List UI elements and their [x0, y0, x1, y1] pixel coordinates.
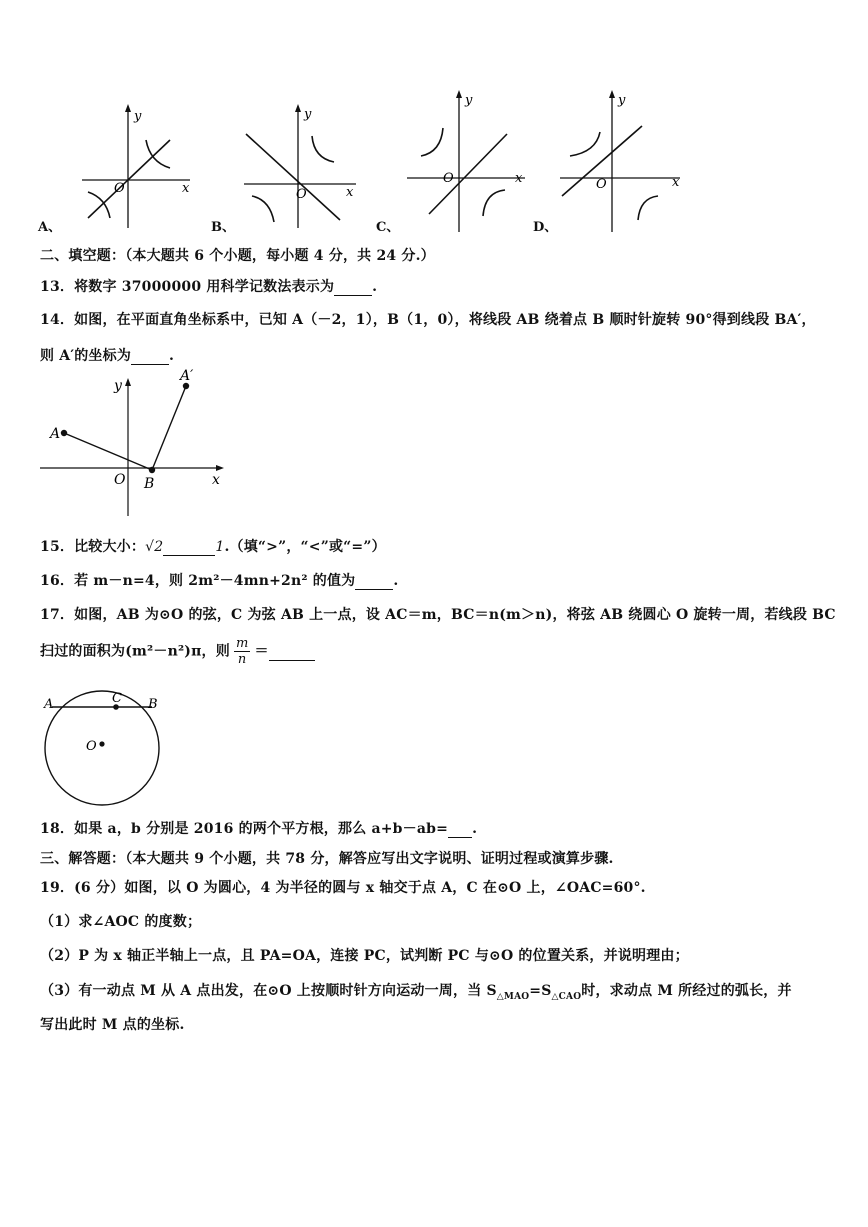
point-b-label: B [148, 697, 158, 712]
q15-suffix: .（填“>”，“<”或“=”） [224, 539, 386, 555]
x-label: x [672, 175, 680, 190]
origin-label: O [443, 171, 454, 186]
q16-end: . [393, 573, 399, 589]
q15-one: 1 [215, 539, 225, 555]
option-b-label: B、 [211, 220, 235, 235]
point-a-label: A [50, 426, 61, 442]
fraction-denominator: n [237, 652, 247, 667]
origin-label: O [596, 177, 607, 192]
option-graph-b [240, 100, 365, 230]
q18-end: . [472, 821, 478, 837]
q19-stem: 19．(6 分）如图，以 O 为圆心，4 为半径的圆与 x 轴交于点 A，C 在⊙O 上，∠OAC=60°. [40, 880, 646, 896]
y-label: y [618, 93, 626, 108]
option-a-label: A、 [38, 220, 62, 235]
q15-sqrt2: √2 [145, 539, 164, 555]
option-d-label: D、 [533, 220, 558, 235]
section2-heading: 二、填空题：（本大题共 6 个小题，每小题 4 分，共 24 分.） [40, 248, 435, 264]
origin-label: O [296, 187, 307, 202]
y-axis-label: y [114, 378, 122, 394]
question-16 [40, 570, 398, 590]
q17-line2-prefix: 扫过的面积为(m²－n²)π，则 [40, 643, 230, 660]
q14-line2: 则 A′的坐标为 [40, 348, 132, 364]
x-axis-label: x [212, 472, 220, 488]
question-18 [40, 818, 477, 838]
q17-equals: ＝ [254, 643, 269, 660]
point-b-label: B [144, 476, 155, 492]
q19-part3-cont: 写出此时 M 点的坐标. [40, 1017, 185, 1033]
q19-part1: （1）求∠AOC 的度数； [40, 914, 202, 930]
q18-text: 18．如果 a，b 分别是 2016 的两个平方根，那么 a+b－ab= [40, 821, 449, 837]
question-14-line2 [40, 345, 174, 365]
q17-fraction [234, 636, 251, 667]
q19-p3-sub2: △CAO [551, 991, 582, 1002]
q19-p3-sub1: △MAO [496, 991, 530, 1002]
origin-label: O [114, 181, 125, 196]
q19-part2: （2）P 为 x 轴正半轴上一点，且 PA=OA，连接 PC，试判断 PC 与⊙O 的位置关系，并说明理由； [40, 948, 689, 964]
q13-answer-blank[interactable] [334, 279, 372, 296]
origin-label: O [114, 472, 126, 488]
q17-figure [38, 688, 168, 808]
point-c-label: C [112, 691, 122, 706]
point-a-label: A [44, 697, 54, 712]
q14-end: . [169, 348, 175, 364]
q14-figure [38, 366, 238, 524]
point-a-prime-label: A′ [180, 368, 194, 384]
section3-heading: 三、解答题：（本大题共 9 个小题，共 78 分，解答应写出文字说明、证明过程或演算步骤. [40, 851, 614, 867]
x-label: x [182, 181, 190, 196]
y-label: y [134, 109, 142, 124]
q18-answer-blank[interactable] [448, 821, 472, 838]
q13-end: . [372, 279, 378, 295]
q17-line1: 17．如图，AB 为⊙O 的弦，C 为弦 AB 上一点，设 AC＝m，BC＝n(m＞n)，将弦 AB 绕圆心 O 旋转一周，若线段 BC [40, 607, 836, 623]
q15-answer-blank[interactable] [163, 539, 215, 556]
q16-text: 16．若 m－n=4，则 2m²－4mn+2n² 的值为 [40, 573, 356, 589]
q19-p3-pre: （3）有一动点 M 从 A 点出发，在⊙O 上按顺时针方向运动一周，当 S [40, 983, 497, 999]
q13-text: 13．将数字 37000000 用科学记数法表示为 [40, 279, 335, 295]
x-label: x [515, 171, 523, 186]
q14-line1: 14．如图，在平面直角坐标系中，已知 A（－2，1），B（1，0），将线段 AB 绕着点 B 顺时针旋转 90°得到线段 BA′， [40, 312, 816, 328]
y-label: y [465, 93, 473, 108]
center-o-label: O [86, 739, 97, 754]
question-15 [40, 536, 386, 556]
question-17-line2 [40, 636, 315, 667]
option-graph-a [78, 100, 198, 230]
x-label: x [346, 185, 354, 200]
q14-answer-blank[interactable] [131, 348, 169, 365]
q19-p3-post: 时，求动点 M 所经过的弧长，并 [581, 983, 792, 999]
option-graph-d [556, 86, 686, 234]
q19-part3 [40, 980, 792, 1002]
y-label: y [304, 107, 312, 122]
option-graph-c [403, 86, 533, 234]
fraction-numerator: m [235, 636, 249, 651]
q19-p3-mid: =S [529, 983, 552, 999]
q16-answer-blank[interactable] [355, 573, 393, 590]
q17-answer-blank[interactable] [269, 644, 315, 661]
question-13 [40, 276, 377, 296]
option-c-label: C、 [376, 220, 400, 235]
q15-prefix: 15．比较大小： [40, 539, 146, 555]
